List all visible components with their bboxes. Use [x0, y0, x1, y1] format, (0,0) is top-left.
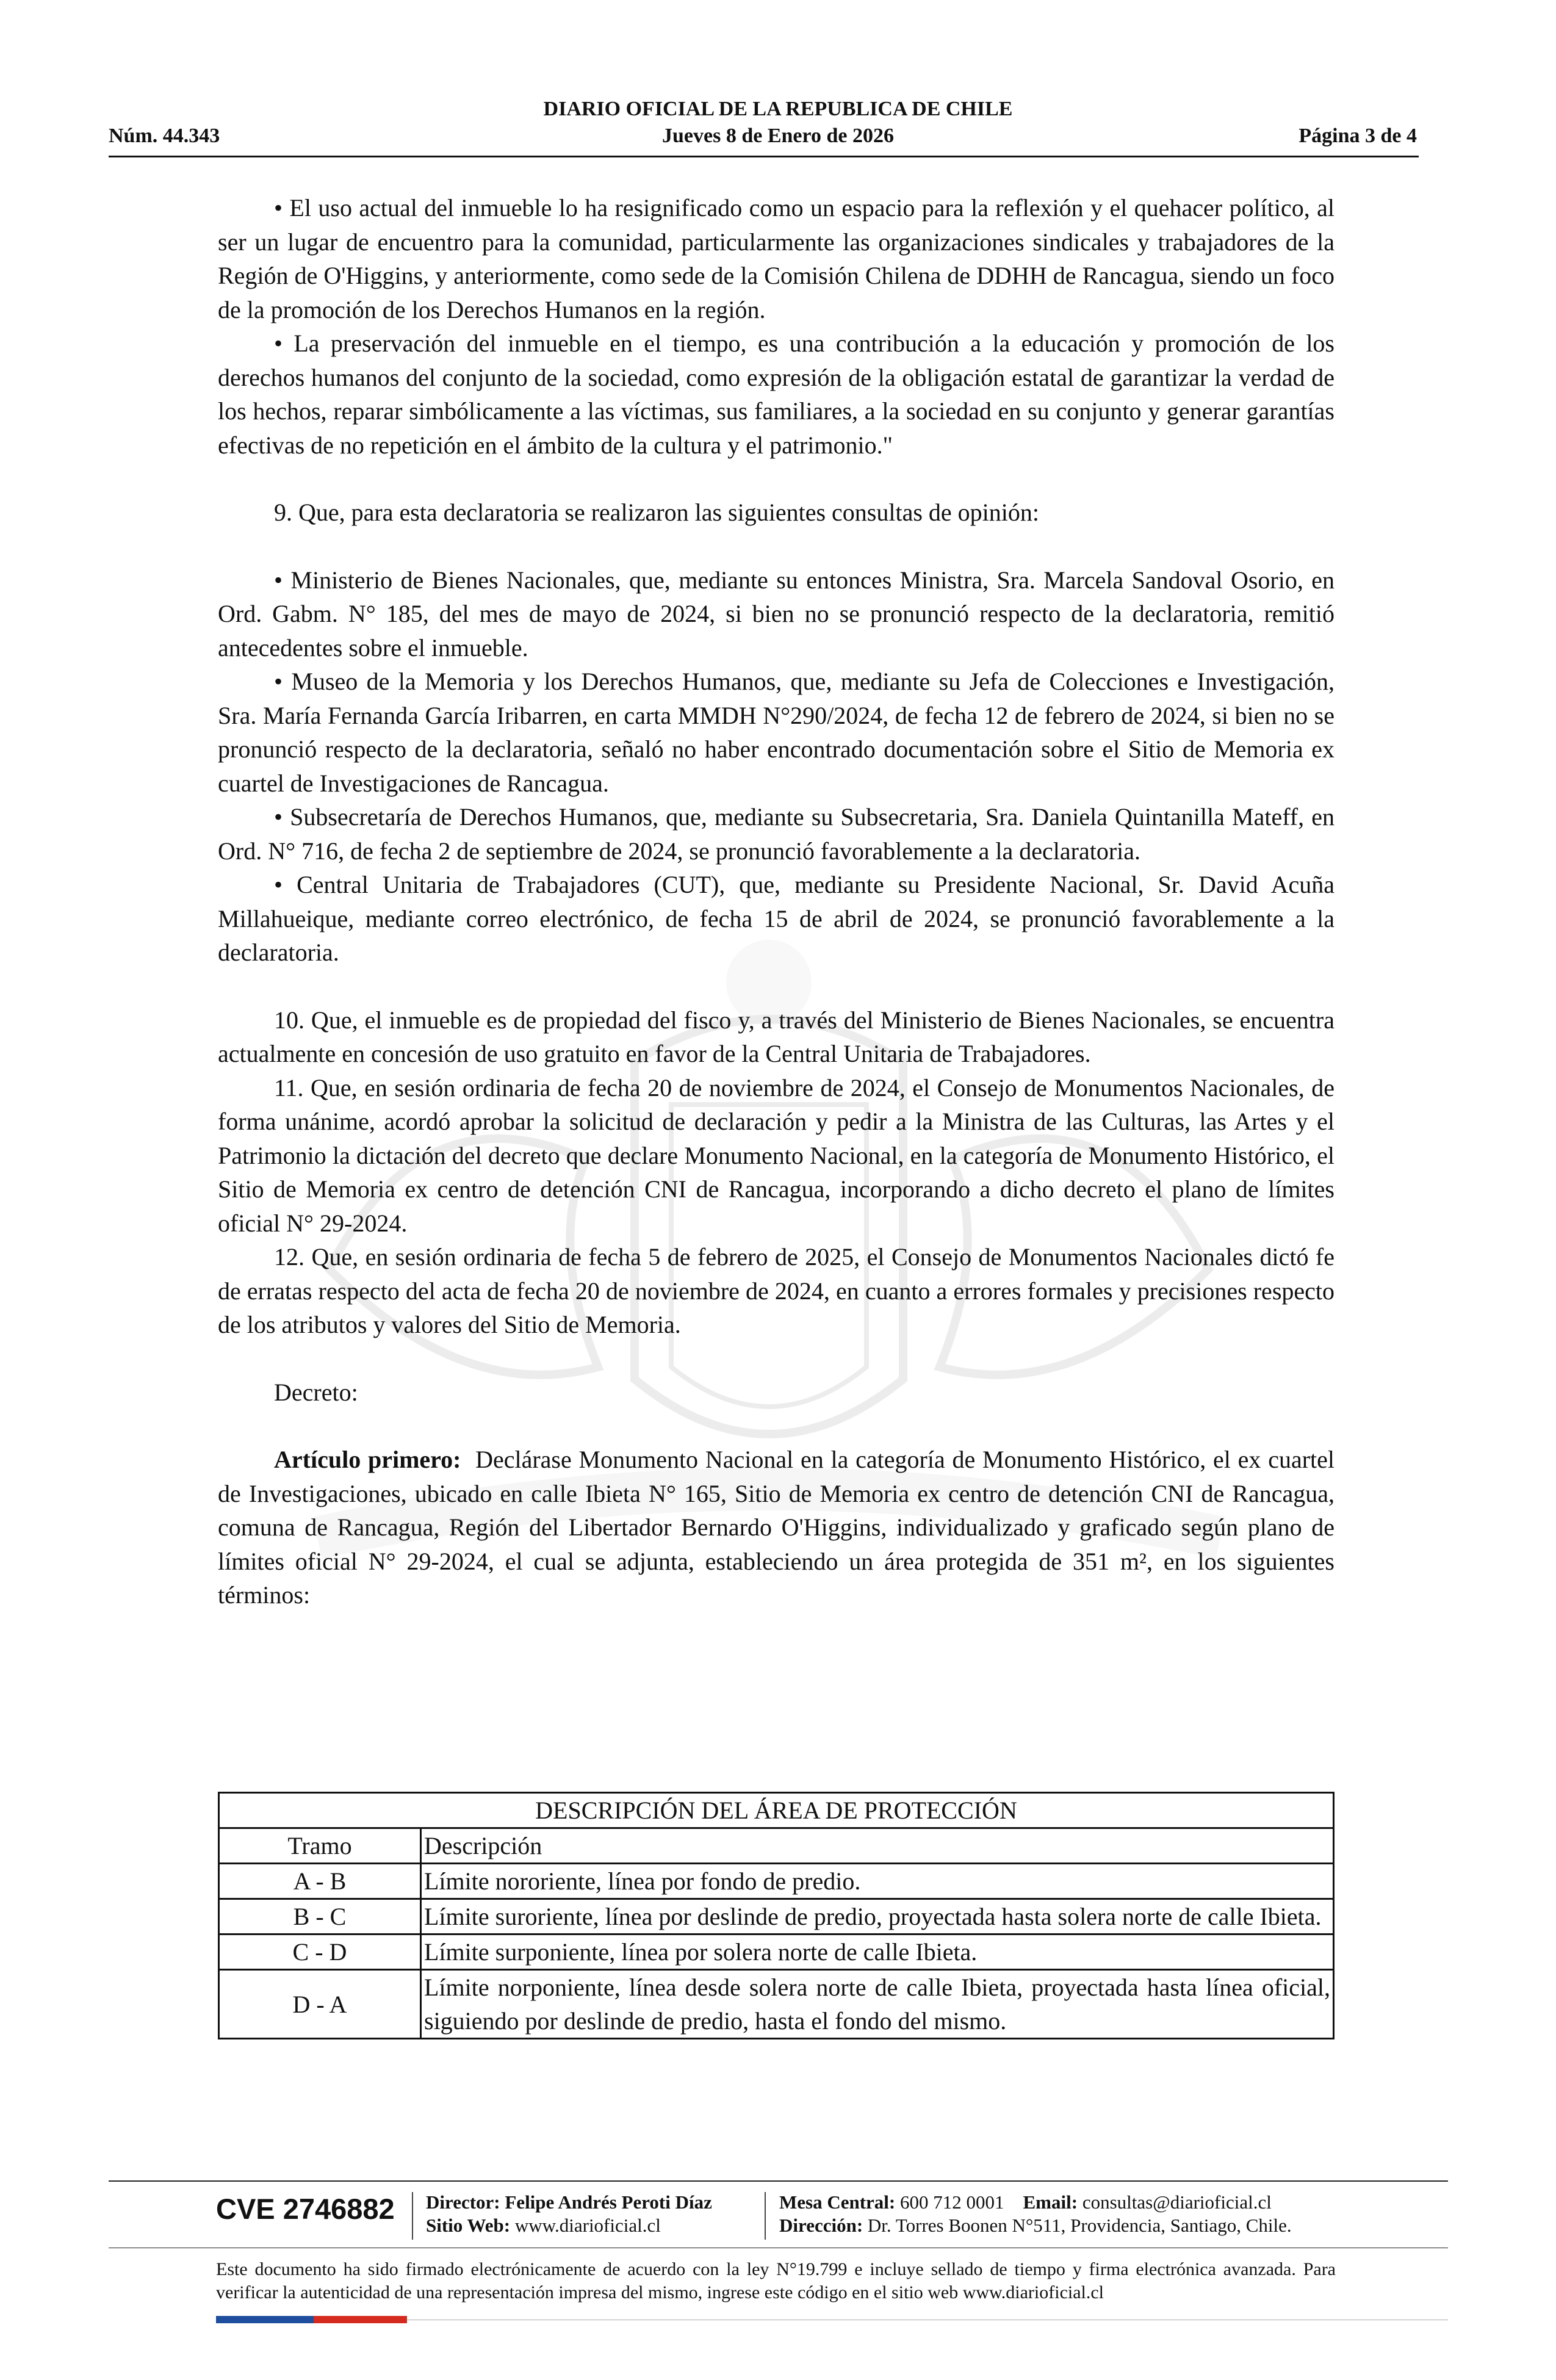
footer-top-rule — [109, 2180, 1448, 2182]
table-header-row — [219, 1828, 1334, 1864]
paragraph-bullet-uso-actual: • El uso actual del inmueble lo ha resignificado como un espacio para la reflexión y el quehacer político, al ser un lugar de encuentro para la comunidad, particularmente las organizaciones sindicales y trabajadores de la Región de O'Higgins, y anteriormente, como sede de la Comisión Chilena de DDHH de Rancagua, siendo un foco de la promoción de los Derechos Humanos en la región. — [218, 194, 1334, 323]
articulo-primero — [218, 1443, 1334, 1612]
publication-title: DIARIO OFICIAL DE LA REPUBLICA DE CHILE — [543, 98, 1013, 120]
footer-separator — [765, 2192, 766, 2240]
paragraph-consulta-bienes-nacionales: • Ministerio de Bienes Nacionales, que, mediante su entonces Ministra, Sra. Marcela Sandoval Osorio, en Ord. Gabm. N° 185, del mes de mayo de 2024, si bien no se pronunció respecto de la declaratoria, remitió antecedentes sobre el inmueble. — [218, 566, 1334, 662]
electronic-signature-notice: Este documento ha sido firmado electrónicamente de acuerdo con la ley N°19.799 e incluye sellado de tiempo y firma electrónica avanzada. Para verificar la autenticidad de una representación impresa del mismo, ingrese este código en el sitio web www.diarioficial.cl — [216, 2259, 1336, 2302]
paragraph-consulta-subsecretaria: • Subsecretaría de Derechos Humanos, que, mediante su Subsecretaria, Sra. Daniela Quintanilla Mateff, en Ord. N° 716, de fecha 2 de septiembre de 2024, se pronunció favorablemente a la declaratoria. — [218, 803, 1334, 865]
description-cell: Límite surponiente, línea por solera norte de calle Ibieta. — [421, 1935, 1334, 1970]
tramo-cell: A - B — [219, 1864, 421, 1899]
articulo-primero-label: Artículo primero: — [274, 1446, 461, 1473]
decreto-heading: Decreto: — [274, 1378, 358, 1406]
flag-stripe-red — [314, 2316, 407, 2323]
issue-date: Jueves 8 de Enero de 2026 — [662, 124, 894, 147]
cve-code: CVE 2746882 — [216, 2193, 395, 2225]
column-header-descripcion: Descripción — [421, 1828, 1334, 1864]
header-rule — [109, 156, 1419, 157]
email-link[interactable]: consultas@diarioficial.cl — [1082, 2191, 1272, 2213]
table-row — [219, 1864, 1334, 1899]
page-number: Página 3 de 4 — [1298, 124, 1417, 147]
website-link[interactable]: www.diarioficial.cl — [514, 2215, 661, 2236]
direccion-value: Dr. Torres Boonen N°511, Providencia, Santiago, Chile. — [867, 2215, 1292, 2236]
footer-separator — [412, 2192, 413, 2240]
description-cell: Límite nororiente, línea por fondo de predio. — [421, 1864, 1334, 1899]
flag-stripe-blue — [216, 2316, 314, 2323]
table-title: DESCRIPCIÓN DEL ÁREA DE PROTECCIÓN — [219, 1793, 1334, 1828]
paragraph-considerando-12: 12. Que, en sesión ordinaria de fecha 5 de febrero de 2025, el Consejo de Monumentos Nacionales dictó fe de erratas respecto del acta de fecha 20 de noviembre de 2024, en cuanto a errores formales y precisiones respecto de los atributos y valores del Sitio de Memoria. — [218, 1243, 1334, 1338]
table-title-row — [219, 1793, 1334, 1828]
director-label: Director: — [426, 2191, 500, 2213]
table-row — [219, 1970, 1334, 2039]
mesa-phone: 600 712 0001 — [900, 2191, 1004, 2213]
mesa-label: Mesa Central: — [779, 2191, 896, 2213]
table-row — [219, 1899, 1334, 1935]
tramo-cell: D - A — [219, 1970, 421, 2039]
paragraph-considerando-10: 10. Que, el inmueble es de propiedad del fisco y, a través del Ministerio de Bienes Nacionales, se encuentra actualmente en concesión de uso gratuito en favor de la Central Unitaria de Trabajadores. — [218, 1006, 1334, 1067]
paragraph-bullet-preservacion: • La preservación del inmueble en el tiempo, es una contribución a la educación y promoción de los derechos humanos del conjunto de la sociedad, como expresión de la obligación estatal de garantizar la verdad de los hechos, reparar simbólicamente a las víctimas, sus familiares, a la sociedad en su conjunto y generar garantías efectivas de no repetición en el ámbito de la cultura y el patrimonio." — [218, 330, 1334, 459]
direccion-label: Dirección: — [779, 2215, 863, 2236]
director-name: Felipe Andrés Peroti Díaz — [505, 2191, 712, 2213]
paragraph-consulta-cut: • Central Unitaria de Trabajadores (CUT), que, mediante su Presidente Nacional, Sr. David Acuña Millahueique, mediante correo electrónico, de fecha 15 de abril de 2024, se pronunció favorablemente a la declaratoria. — [218, 871, 1334, 966]
footer-contact-block — [779, 2191, 1292, 2237]
tramo-cell: B - C — [219, 1899, 421, 1935]
tramo-cell: C - D — [219, 1935, 421, 1970]
table-row — [219, 1935, 1334, 1970]
footer-director-block — [426, 2191, 712, 2237]
web-label: Sitio Web: — [426, 2215, 511, 2236]
paragraph-consulta-museo-memoria: • Museo de la Memoria y los Derechos Humanos, que, mediante su Jefa de Colecciones e Investigación, Sra. María Fernanda García Iribarren, en carta MMDH N°290/2024, de fecha 12 de febrero de 2024, si bien no se pronunció respecto de la declaratoria, señaló no haber encontrado documentación sobre el Sitio de Memoria ex cuartel de Investigaciones de Rancagua. — [218, 668, 1334, 797]
issue-number: Núm. 44.343 — [109, 124, 220, 147]
articulo-primero-text: Declárase Monumento Nacional en la categoría de Monumento Histórico, el ex cuartel de Investigaciones, ubicado en calle Ibieta N° 165, Sitio de Memoria ex centro de detención CNI de Rancagua, comuna de Rancagua, Región del Libertador Bernardo O'Higgins, individualizado y graficado según plano de límites oficial N° 29-2024, el cual se adjunta, estableciendo un área protegida de 351 m², en los siguientes términos: — [218, 1446, 1335, 1609]
paragraph-considerando-11: 11. Que, en sesión ordinaria de fecha 20 de noviembre de 2024, el Consejo de Monumentos Nacionales, de forma unánime, acordó aprobar la solicitud de declaración y pedir a la Ministra de las Culturas, las Artes y el Patrimonio la dictación del decreto que declare Monumento Nacional, en la categoría de Monumento Histórico, el Sitio de Memoria ex centro de detención CNI de Rancagua, incorporando a dicho decreto el plano de límites oficial N° 29-2024. — [218, 1073, 1334, 1237]
description-cell: Límite suroriente, línea por deslinde de predio, proyectada hasta solera norte de calle Ibieta. — [421, 1899, 1334, 1935]
email-label: Email: — [1023, 2191, 1078, 2213]
paragraph-considerando-9: 9. Que, para esta declaratoria se realizaron las siguientes consultas de opinión: — [274, 499, 1039, 526]
protection-area-table — [218, 1792, 1334, 2039]
document-body — [218, 191, 1334, 1612]
column-header-tramo: Tramo — [219, 1828, 421, 1864]
description-cell: Límite norponiente, línea desde solera norte de calle Ibieta, proyectada hasta línea oficial, siguiendo por deslinde de predio, hasta el fondo del mismo. — [421, 1970, 1334, 2039]
